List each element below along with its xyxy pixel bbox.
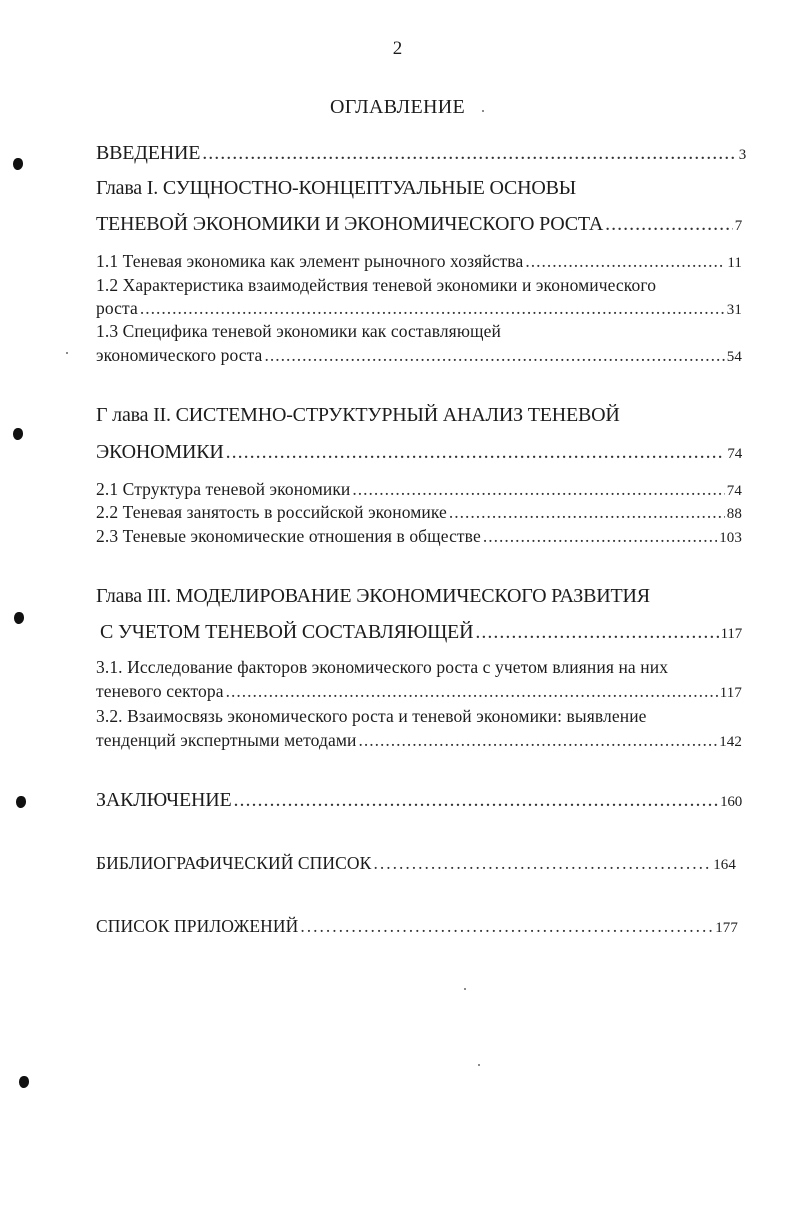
toc-page-number: 11 xyxy=(727,255,742,271)
toc-chapter-1-title[interactable]: Глава I. СУЩНОСТНО-КОНЦЕПТУАЛЬНЫЕ ОСНОВЫ xyxy=(96,177,576,199)
binder-hole xyxy=(16,796,26,808)
leader-dots xyxy=(140,300,725,318)
toc-entry-section-2-3[interactable] xyxy=(96,528,742,546)
binder-hole xyxy=(19,1076,29,1088)
leader-dots xyxy=(525,253,725,271)
leader-dots xyxy=(373,855,711,873)
leader-dots xyxy=(202,143,736,163)
binder-hole xyxy=(13,428,23,440)
toc-page-number: 3 xyxy=(738,147,746,163)
toc-entry-appendices[interactable] xyxy=(96,918,738,936)
leader-dots xyxy=(226,442,726,462)
scan-speck xyxy=(464,988,466,990)
toc-page-number: 142 xyxy=(719,734,742,750)
toc-page-number: 7 xyxy=(734,218,742,234)
toc-page-number: 103 xyxy=(719,530,742,546)
toc-entry-text: 1.1 Теневая экономика как элемент рыночного хозяйства xyxy=(96,251,524,271)
toc-entry-chapter-2[interactable] xyxy=(96,442,742,462)
toc-page-number: 31 xyxy=(726,302,742,318)
leader-dots xyxy=(605,214,733,234)
toc-entry-chapter-1[interactable] xyxy=(96,214,742,234)
toc-entry-section-1-2[interactable] xyxy=(96,300,742,318)
toc-section-3-1-title[interactable]: 3.1. Исследование факторов экономического роста с учетом влияния на них xyxy=(96,657,669,677)
toc-entry-text: С УЧЕТОМ ТЕНЕВОЙ СОСТАВЛЯЮЩЕЙ xyxy=(100,621,474,643)
toc-entry-conclusion[interactable] xyxy=(96,790,742,810)
toc-page-number: 88 xyxy=(726,506,742,522)
toc-entry-text: экономического роста xyxy=(96,345,263,365)
toc-entry-section-1-3[interactable] xyxy=(96,347,742,365)
toc-page-number: 177 xyxy=(715,920,738,936)
toc-entry-text: ЭКОНОМИКИ xyxy=(96,441,224,463)
toc-title: ОГЛАВЛЕНИЕ xyxy=(330,96,465,118)
toc-entry-section-3-1[interactable] xyxy=(96,683,742,701)
scan-speck xyxy=(478,1064,480,1066)
toc-section-3-2-title[interactable]: 3.2. Взаимосвязь экономического роста и теневой экономики: выявление xyxy=(96,706,647,726)
toc-entry-section-1-1[interactable] xyxy=(96,253,742,271)
toc-entry-text: СПИСОК ПРИЛОЖЕНИЙ xyxy=(96,916,299,936)
scan-speck xyxy=(482,110,484,112)
toc-entry-text: 2.3 Теневые экономические отношения в обществе xyxy=(96,526,481,546)
toc-page-number: 74 xyxy=(726,483,742,499)
toc-entry-section-2-2[interactable] xyxy=(96,504,742,522)
toc-page-number: 117 xyxy=(720,626,742,642)
toc-chapter-3-title[interactable]: Глава III. МОДЕЛИРОВАНИЕ ЭКОНОМИЧЕСКОГО РАЗВИТИЯ xyxy=(96,585,650,607)
leader-dots xyxy=(233,790,718,810)
toc-entry-text: роста xyxy=(96,298,138,318)
leader-dots xyxy=(352,481,724,499)
toc-page-number: 160 xyxy=(720,794,742,810)
toc-entry-intro[interactable] xyxy=(96,143,746,163)
page-number: 2 xyxy=(392,38,403,59)
binder-hole xyxy=(13,158,23,170)
toc-section-1-3-title[interactable]: 1.3 Специфика теневой экономики как составляющей xyxy=(96,321,501,341)
leader-dots xyxy=(264,347,724,365)
toc-entry-text: ЗАКЛЮЧЕНИЕ xyxy=(96,789,232,811)
toc-page-number: 164 xyxy=(713,857,736,873)
toc-entry-text: 2.2 Теневая занятость в российской экономике xyxy=(96,502,447,522)
leader-dots xyxy=(483,528,717,546)
toc-entry-chapter-3[interactable] xyxy=(100,622,742,642)
toc-chapter-2-title[interactable]: Г лава II. СИСТЕМНО-СТРУКТУРНЫЙ АНАЛИЗ ТЕНЕВОЙ xyxy=(96,404,620,426)
toc-entry-section-2-1[interactable] xyxy=(96,481,742,499)
leader-dots xyxy=(358,732,717,750)
toc-entry-text: тенденций экспертными методами xyxy=(96,730,357,750)
binder-hole xyxy=(14,612,24,624)
toc-section-1-2-title[interactable]: 1.2 Характеристика взаимодействия теневой экономики и экономического xyxy=(96,275,657,295)
leader-dots xyxy=(226,683,718,701)
toc-page-number: 54 xyxy=(726,349,742,365)
toc-entry-text: ВВЕДЕНИЕ xyxy=(96,142,201,164)
toc-entry-text: 2.1 Структура теневой экономики xyxy=(96,479,351,499)
toc-page-number: 74 xyxy=(727,446,742,462)
leader-dots xyxy=(300,918,713,936)
toc-entry-text: теневого сектора xyxy=(96,681,224,701)
toc-page-number: 117 xyxy=(719,685,742,701)
toc-entry-section-3-2[interactable] xyxy=(96,732,742,750)
leader-dots xyxy=(449,504,725,522)
scan-speck xyxy=(66,352,68,354)
toc-entry-text: ТЕНЕВОЙ ЭКОНОМИКИ И ЭКОНОМИЧЕСКОГО РОСТА xyxy=(96,213,604,235)
toc-entry-bibliography[interactable] xyxy=(96,855,736,873)
leader-dots xyxy=(475,622,718,642)
toc-entry-text: БИБЛИОГРАФИЧЕСКИЙ СПИСОК xyxy=(96,853,372,873)
